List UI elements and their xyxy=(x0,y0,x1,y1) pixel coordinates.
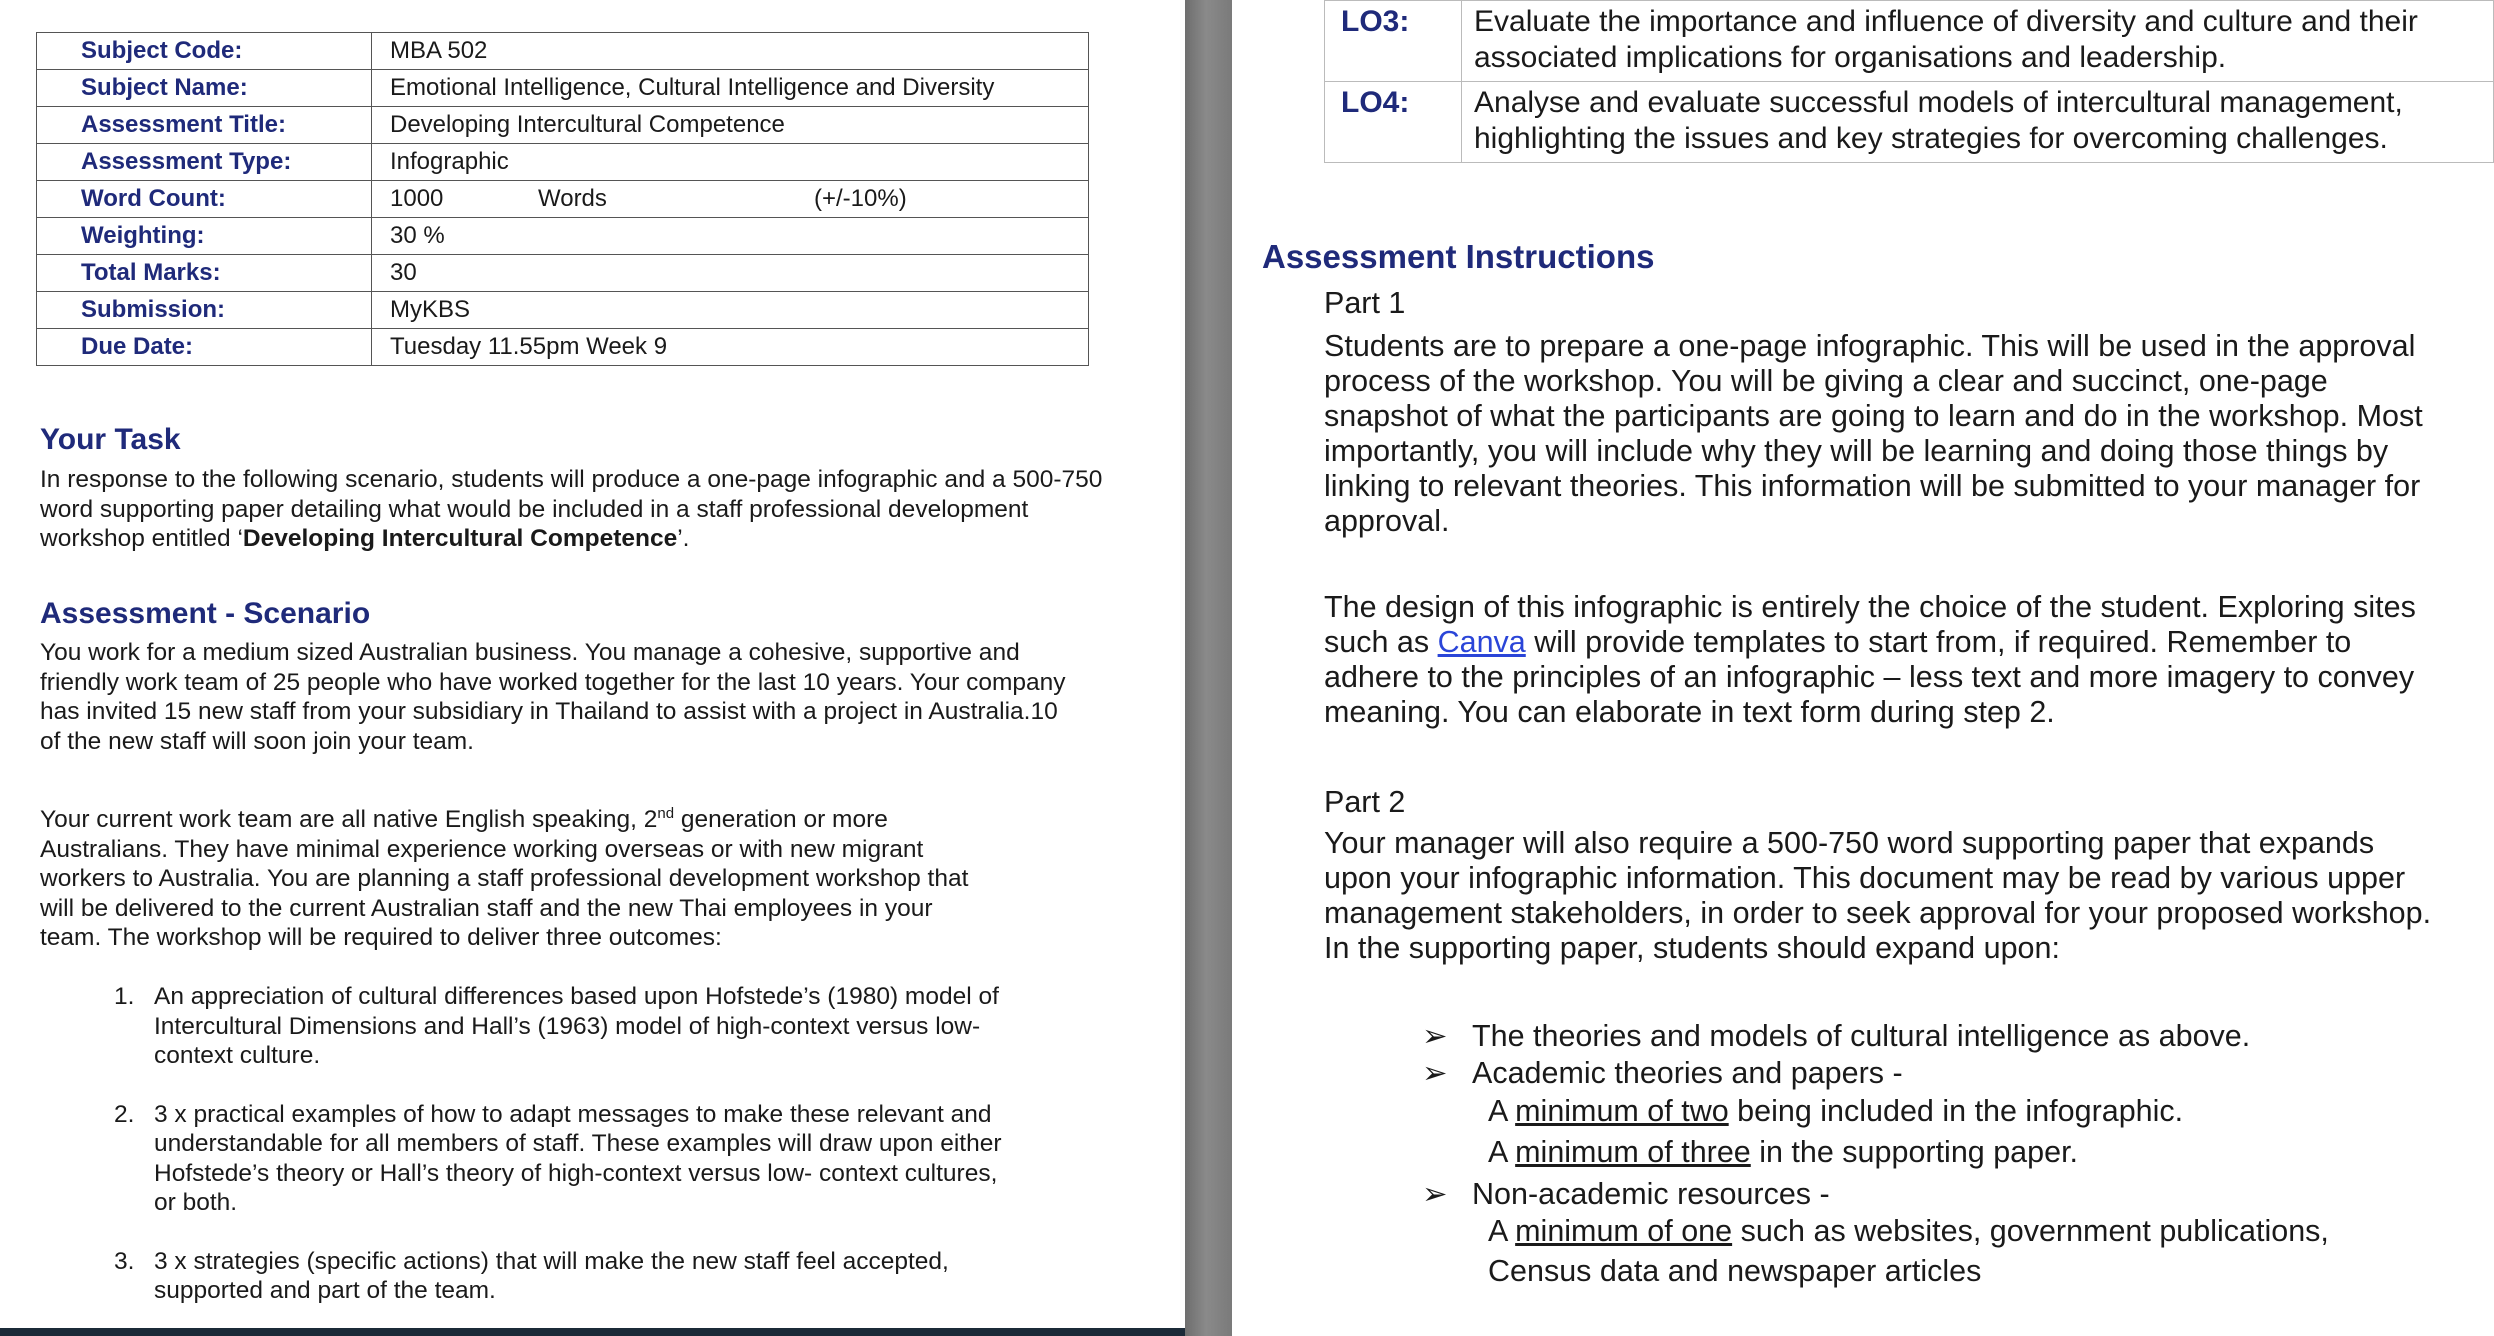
scenario-paragraph-2: Your current work team are all native English speaking, 2nd generation or more Australians. They have minimal experience working overseas or with new migrant workers to Australia. You are planning a staff professional development workshop that will be delivered to the current Australian staff and the new Thai employees in your team. The workshop will be required to deliver three outcomes: xyxy=(40,805,969,952)
info-value: MyKBS xyxy=(372,292,1089,329)
info-value: Infographic xyxy=(372,144,1089,181)
info-label: Word Count: xyxy=(37,181,372,218)
learning-outcomes-table xyxy=(1324,0,2494,163)
info-label: Submission: xyxy=(37,292,372,329)
info-row xyxy=(37,255,1089,292)
academic-requirement-line: A minimum of three in the supporting paper. xyxy=(1488,1135,2079,1169)
workshop-outcomes-list xyxy=(104,982,1004,1335)
info-value: Emotional Intelligence, Cultural Intelligence and Diversity xyxy=(372,70,1089,107)
info-value: Tuesday 11.55pm Week 9 xyxy=(372,329,1089,366)
arrow-bullet-icon: ➢ xyxy=(1422,1056,1448,1090)
info-label: Due Date: xyxy=(37,329,372,366)
info-value: 30 % xyxy=(372,218,1089,255)
info-label: Assessment Title: xyxy=(37,107,372,144)
assessment-instructions-heading: Assessment Instructions xyxy=(1262,238,1655,275)
info-row xyxy=(37,144,1089,181)
learning-outcome-row xyxy=(1325,1,2494,82)
info-value: Developing Intercultural Competence xyxy=(372,107,1089,144)
your-task-heading: Your Task xyxy=(40,423,181,456)
page-bottom-edge xyxy=(0,1328,1185,1336)
info-row xyxy=(37,70,1089,107)
info-label: Subject Name: xyxy=(37,70,372,107)
canva-link[interactable]: Canva xyxy=(1437,625,1526,659)
part-1-label: Part 1 xyxy=(1324,286,1406,320)
info-row xyxy=(37,292,1089,329)
nonacademic-requirement-line: Census data and newspaper articles xyxy=(1488,1254,1982,1288)
academic-requirement-line: A minimum of two being included in the infographic. xyxy=(1488,1094,2184,1128)
part-1-paragraph-1: Students are to prepare a one-page infographic. This will be used in the approval process of the workshop. You will be giving a clear and succinct, one-page snapshot of what the participants are going to learn and do in the workshop. Most importantly, you will include why they will be learning and doing those things by linking to relevant theories. This information will be submitted to your manager for approval. xyxy=(1324,329,2423,538)
part-1-paragraph-2: The design of this infographic is entirely the choice of the student. Exploring sites such as Canva will provide templates to start from, if required. Remember to adhere to the principles of an infographic – less text and more imagery to convey meaning. You can elaborate in text form during step 2. xyxy=(1324,590,2416,729)
nonacademic-requirement-line: A minimum of one such as websites, government publications, xyxy=(1488,1214,2329,1248)
bullet-item: ➢ Academic theories and papers - xyxy=(1422,1056,1903,1090)
learning-outcome-text: Evaluate the importance and influence of diversity and culture and their associated implications for organisations and leadership. xyxy=(1462,1,2494,82)
part-2-paragraph: Your manager will also require a 500-750 word supporting paper that expands upon your infographic information. This document may be read by various upper management stakeholders, in order to seek approval for your proposed workshop. In the supporting paper, students should expand upon: xyxy=(1324,826,2432,965)
scenario-heading: Assessment - Scenario xyxy=(40,597,371,630)
your-task-paragraph: In response to the following scenario, students will produce a one-page infographic and a 500-750 word supporting paper detailing what would be included in a staff professional development workshop entitled ‘Developing Intercultural Competence’. xyxy=(40,466,1103,552)
learning-outcome-code: LO4: xyxy=(1325,82,1462,163)
outcome-item: 3. 3 x strategies (specific actions) that will make the new staff feel accepted, supported and part of the team. xyxy=(114,1247,949,1304)
learning-outcome-code: LO3: xyxy=(1325,1,1462,82)
workshop-title: Developing Intercultural Competence xyxy=(242,525,678,552)
info-row xyxy=(37,107,1089,144)
info-value: 30 xyxy=(372,255,1089,292)
info-label: Total Marks: xyxy=(37,255,372,292)
info-row xyxy=(37,181,1089,218)
page-gutter xyxy=(1185,0,1232,1336)
part-2-label: Part 2 xyxy=(1324,785,1406,819)
info-label: Subject Code: xyxy=(37,33,372,70)
arrow-bullet-icon: ➢ xyxy=(1422,1019,1448,1053)
info-value: 1000 Words (+/-10%) xyxy=(372,181,1089,218)
bullet-item: ➢ Non-academic resources - xyxy=(1422,1177,1830,1211)
outcome-item: 2. 3 x practical examples of how to adapt messages to make these relevant and understandable for all members of staff. These examples will draw upon either Hofstede’s theory or Hall’s theory of high-context versus low- context cultures, or both. xyxy=(114,1100,1002,1216)
scenario-paragraph-1: You work for a medium sized Australian business. You manage a cohesive, supportive and friendly work team of 25 people who have worked together for the last 10 years. Your company has invited 15 new staff from your subsidiary in Thailand to assist with a project in Australia.10 of the new staff will soon join your team. xyxy=(40,639,1066,755)
learning-outcome-row xyxy=(1325,82,2494,163)
outcome-item: 1. An appreciation of cultural differences based upon Hofstede’s (1980) model of Intercultural Dimensions and Hall’s (1963) model of high-context versus low-context culture. xyxy=(114,983,999,1069)
info-row xyxy=(37,33,1089,70)
info-label: Assessment Type: xyxy=(37,144,372,181)
info-value: MBA 502 xyxy=(372,33,1089,70)
info-row xyxy=(37,218,1089,255)
learning-outcome-text: Analyse and evaluate successful models of intercultural management, highlighting the issues and key strategies for overcoming challenges. xyxy=(1462,82,2494,163)
bullet-item: ➢ The theories and models of cultural intelligence as above. xyxy=(1422,1019,2251,1053)
left-document-page xyxy=(0,0,1185,1336)
info-label: Weighting: xyxy=(37,218,372,255)
arrow-bullet-icon: ➢ xyxy=(1422,1177,1448,1211)
assessment-info-table xyxy=(36,32,1089,366)
right-document-page xyxy=(1232,0,2494,1336)
info-row xyxy=(37,329,1089,366)
